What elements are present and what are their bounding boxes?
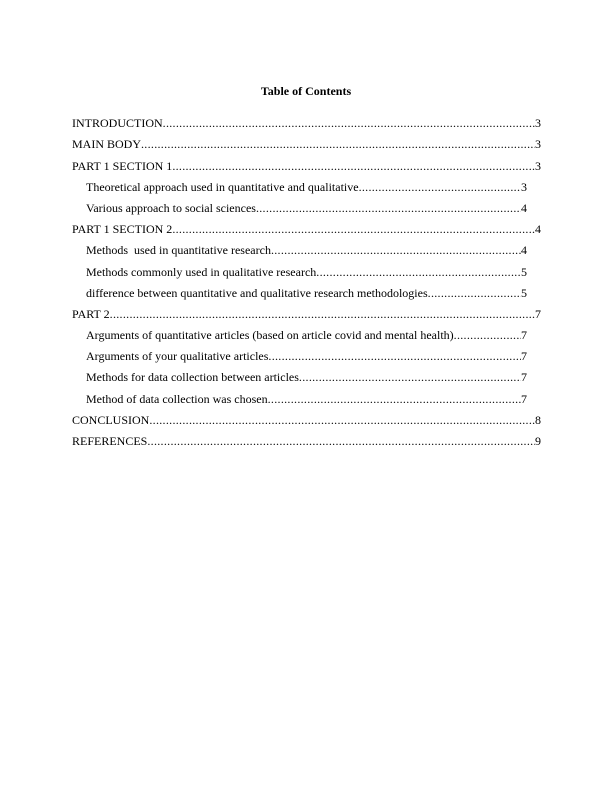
toc-entry-page: 7 (535, 306, 541, 321)
toc-entry-part2[interactable] (72, 300, 541, 321)
toc-entry-label: Methods for data collection between articles (86, 370, 299, 385)
dot-leader (110, 307, 535, 321)
toc-entry-label: REFERENCES (72, 434, 148, 448)
toc-entry-introduction[interactable] (72, 109, 541, 130)
dot-leader (172, 222, 535, 236)
dot-leader (271, 243, 521, 257)
table-of-contents (72, 109, 541, 448)
dot-leader (268, 392, 521, 406)
toc-entry-page: 7 (521, 391, 527, 406)
dot-leader (149, 413, 535, 427)
toc-entry-arguments-qualitative[interactable] (72, 342, 527, 363)
toc-entry-page: 4 (521, 200, 527, 215)
toc-entry-methods-quantitative[interactable] (72, 236, 527, 257)
toc-entry-label: Theoretical approach used in quantitative and qualitative (86, 179, 359, 194)
toc-entry-label: PART 1 SECTION 1 (72, 158, 173, 173)
toc-entry-label: INTRODUCTION (72, 116, 163, 131)
toc-entry-label: Method of data collection was chosen (86, 391, 268, 406)
toc-entry-part1-section1[interactable] (72, 151, 541, 172)
dot-leader (268, 349, 521, 363)
toc-entry-various-approach[interactable] (72, 194, 527, 215)
toc-entry-label: CONCLUSION (72, 412, 150, 427)
toc-entry-page: 7 (521, 370, 527, 385)
toc-entry-page: 7 (521, 349, 527, 364)
toc-entry-label: Arguments of quantitative articles (based on article covid and mental health) (86, 328, 454, 343)
toc-entry-page: 3 (535, 116, 541, 131)
toc-entry-page: 3 (521, 179, 527, 194)
toc-entry-label: Methods commonly used in qualitative research (86, 264, 317, 279)
toc-entry-page: 5 (521, 285, 527, 300)
toc-entry-page: 3 (535, 137, 541, 152)
dot-leader (163, 116, 535, 130)
toc-entry-page: 5 (521, 264, 527, 279)
dot-leader (147, 434, 535, 448)
dot-leader (454, 328, 521, 342)
toc-entry-page: 3 (535, 158, 541, 173)
toc-entry-label: MAIN BODY (72, 137, 141, 152)
toc-entry-page: 4 (521, 243, 527, 258)
toc-entry-label: Arguments of your qualitative articles (86, 349, 269, 364)
toc-entry-label: difference between quantitative and qualitative research methodologies (86, 285, 428, 300)
dot-leader (299, 370, 521, 384)
toc-entry-references[interactable] (72, 427, 541, 448)
toc-entry-part1-section2[interactable] (72, 215, 541, 236)
dot-leader (359, 180, 521, 194)
dot-leader (172, 159, 535, 173)
toc-entry-page: 7 (521, 328, 527, 343)
dot-leader (316, 265, 521, 279)
toc-entry-arguments-quantitative[interactable] (72, 321, 527, 342)
toc-title: Table of Contents (260, 84, 352, 98)
dot-leader (428, 286, 521, 300)
toc-entry-methods-qualitative[interactable] (72, 257, 527, 278)
toc-entry-label: PART 2 (72, 306, 110, 321)
toc-entry-difference[interactable] (72, 279, 527, 300)
dot-leader (141, 137, 535, 151)
toc-entry-label: Various approach to social sciences (86, 200, 256, 215)
toc-entry-label: PART 1 SECTION 2 (72, 222, 173, 237)
dot-leader (256, 201, 521, 215)
toc-entry-page: 4 (535, 222, 541, 237)
toc-entry-conclusion[interactable] (72, 406, 541, 427)
toc-entry-theoretical-approach[interactable] (72, 173, 527, 194)
toc-entry-label: Methods used in quantitative research (86, 243, 271, 258)
toc-entry-main-body[interactable] (72, 130, 541, 151)
toc-entry-methods-data-collection[interactable] (72, 363, 527, 384)
toc-entry-method-chosen[interactable] (72, 384, 527, 405)
toc-entry-page: 9 (535, 434, 541, 448)
toc-entry-page: 8 (535, 412, 541, 427)
